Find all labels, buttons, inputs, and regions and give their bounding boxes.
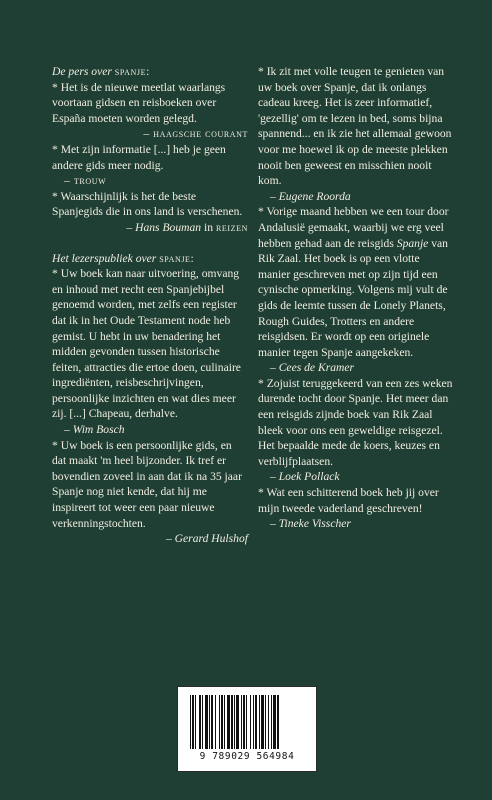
right-column bbox=[258, 64, 454, 532]
quote-kramer bbox=[258, 204, 454, 360]
source-haagsche: – haagsche courant bbox=[143, 127, 248, 141]
author-bouman: – Hans Bouman bbox=[126, 220, 202, 234]
barcode-icon bbox=[190, 695, 304, 751]
press-heading-text: De pers over bbox=[52, 65, 112, 78]
author-bosch: – Wim Bosch bbox=[64, 423, 125, 437]
press-heading bbox=[52, 64, 248, 80]
quote-trouw: * Met zijn informatie [...] heb je geen andere gids meer nodig. bbox=[52, 142, 226, 172]
quote-reizen: * Waarschijnlijk is het de beste Spanjegids die in ons land is verschenen. bbox=[52, 189, 243, 219]
public-heading bbox=[52, 251, 248, 267]
quote-bosch: * Uw boek kan naar uitvoering, omvang en inhoud met recht een Spanjebijbel genoemd worden, met zelfs een register dat ik in het Oude Testament node heb gemist. U hebt in uw benadering het midden gevonden tussen historische feiten, attracties die ertoe doen, culinaire ingrediënten, reisbeschrijvingen, persoonlijke inzichten en wat dies meer zij. [...] Chapeau, derhalve. bbox=[52, 267, 241, 421]
barcode-label bbox=[177, 686, 317, 772]
author-kramer: – Cees de Kramer bbox=[270, 361, 355, 375]
author-visscher: – Tineke Visscher bbox=[270, 517, 351, 531]
press-heading-topic: spanje: bbox=[114, 65, 150, 78]
author-pollack: – Loek Pollack bbox=[270, 470, 340, 484]
quote-kramer-part2: van Rik Zaal. Het boek is op een vlotte manier geschreven met op zijn tijd een cynische opmerking. Volgens mij vult de gids de leemte tussen de Lonely Planets, Rough Guides, Trotters en andere reisgidsen. Er wordt op een originele manier tegen Spanje aangekeken. bbox=[258, 236, 448, 359]
section-gap bbox=[52, 236, 248, 251]
quote-hulshof: * Uw boek is een persoonlijke gids, en dat maakt 'm heel bijzonder. Ik tref er bovendien zoveel in aan dat ik na 35 jaar Spanje nog niet kende, dat hij me inspireert tot weer een paar nieuwe verkenningstochten. bbox=[52, 438, 242, 530]
isbn-number: 9 789029 564984 bbox=[199, 751, 295, 762]
quote-roorda: * Ik zit met volle teugen te genieten van uw boek over Spanje, dat ik onlangs cadeau kreeg. Het is zeer informatief, 'gezellig' om te lezen in bed, soms bijna spannend... en ik zie het allemaal gewoon voor me hoewel ik op de meeste plekken nooit ben geweest en misschien nooit kom. bbox=[258, 65, 452, 188]
source-trouw: – trouw bbox=[64, 174, 107, 188]
author-hulshof: – Gerard Hulshof bbox=[165, 532, 248, 546]
quote-pollack: * Zojuist teruggekeerd van een zes weken durende tocht door Spanje. Het meer dan een reisgids zijnde boek van Rik Zaal bleek voor ons een geweldige reisgezel. Het bepaalde mede de koers, keuzes en verblijfplaatsen. bbox=[258, 376, 453, 468]
quote-kramer-part1: * Vorige maand hebben we een tour door Andalusië gemaakt, waarbij we erg veel hebben gehad aan de reisgids bbox=[258, 205, 449, 250]
public-heading-topic: spanje: bbox=[159, 251, 195, 265]
author-roorda: – Eugene Roorda bbox=[270, 189, 351, 203]
source-in: in bbox=[204, 220, 214, 234]
quote-haagsche: * Het is de nieuwe meetlat waarlangs voortaan gidsen en reisboeken over España moeten worden gelegd. bbox=[52, 80, 226, 125]
source-reizen bbox=[52, 220, 248, 236]
quote-visscher: * Wat een schitterend boek heb jij over mijn tweede vaderland geschreven! bbox=[258, 486, 439, 515]
publication-reizen: reizen bbox=[215, 220, 248, 234]
book-title: Spanje bbox=[396, 236, 429, 250]
public-heading-text: Het lezerspubliek over bbox=[52, 251, 157, 265]
left-column bbox=[52, 64, 248, 547]
